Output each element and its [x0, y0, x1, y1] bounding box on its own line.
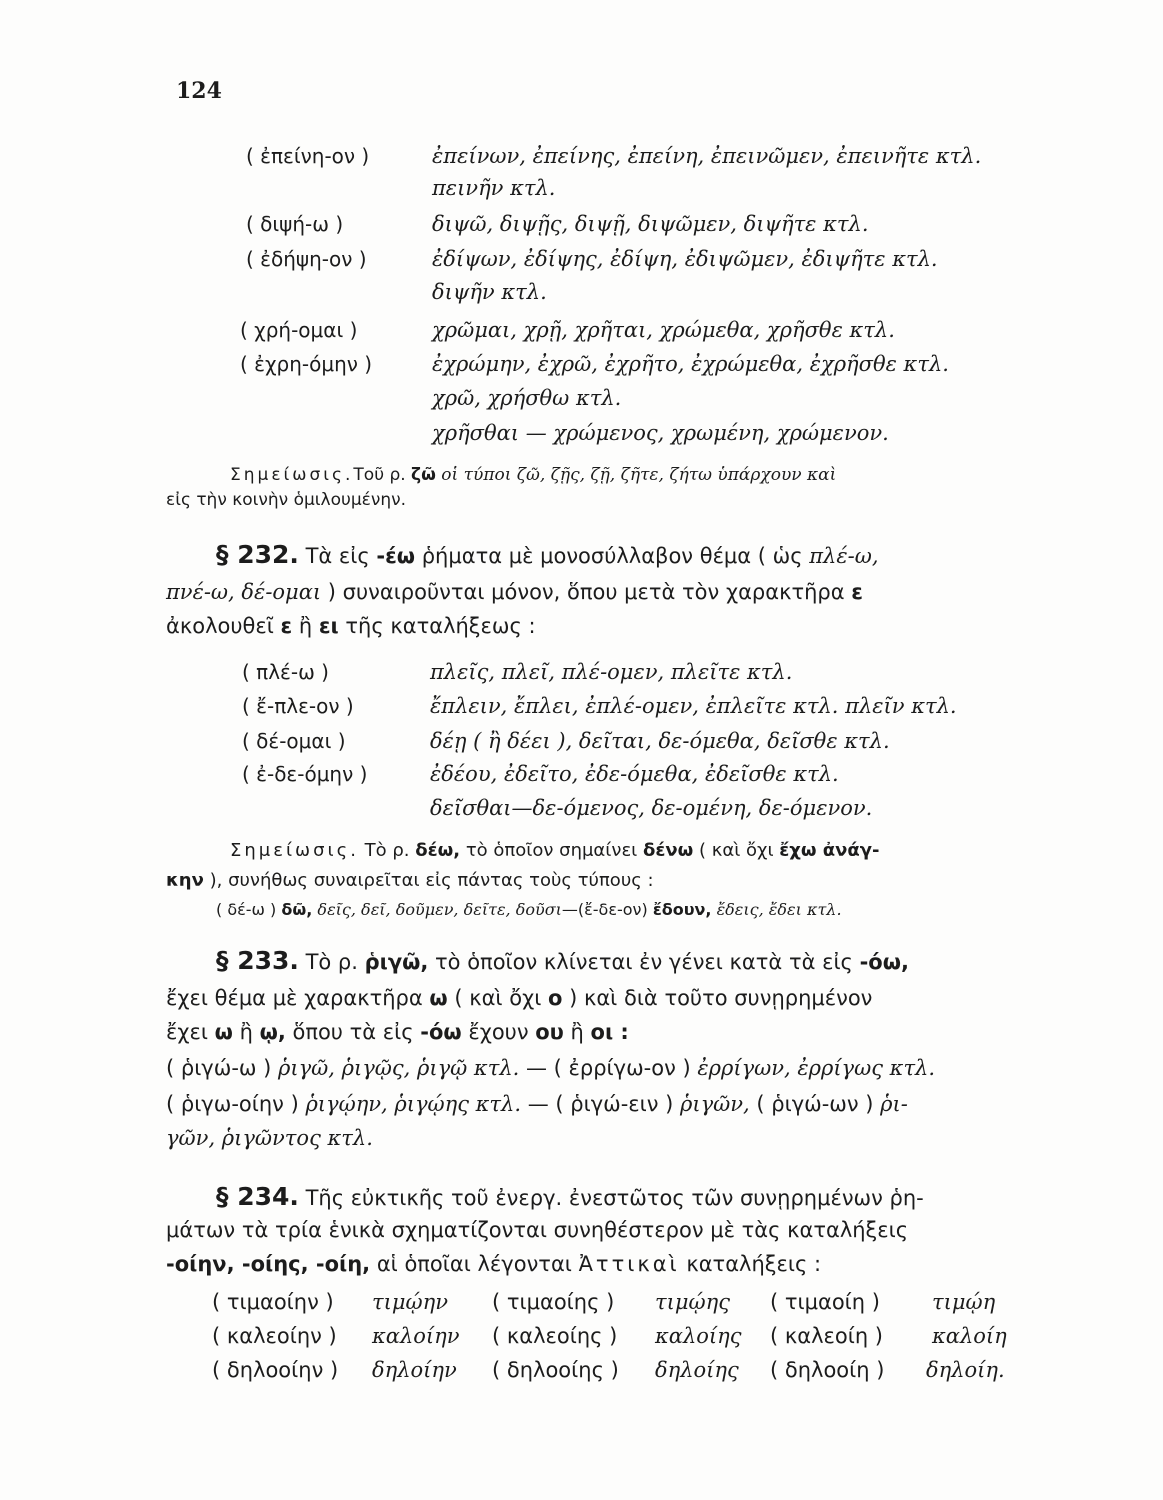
conj-forms: ἐδέου, ἐδεῖτο, ἐδε-όμεθα, ἐδεῖσθε κτλ.	[430, 762, 839, 786]
conj-forms: χρῶμαι, χρῇ, χρῆται, χρώμεθα, χρῆσθε κτλ.	[432, 318, 895, 342]
text: ) καὶ διὰ τοῦτο συνῃρημένον	[562, 986, 873, 1010]
bold: οι :	[590, 1020, 629, 1044]
bold: ῥιγῶ,	[364, 950, 429, 974]
conj-forms: διψῶ, διψῇς, διψῇ, διψῶμεν, διψῆτε κτλ.	[432, 212, 869, 236]
text: αἱ ὁποῖαι λέγονται	[370, 1252, 579, 1276]
text: τὸ ὁποῖον σημαίνει	[460, 840, 643, 861]
table-cell: δηλοίης	[655, 1358, 739, 1382]
table-cell: τιμῴη	[932, 1290, 996, 1314]
conj-forms: χρῆσθαι — χρώμενος, χρωμένη, χρώμενον.	[432, 421, 889, 445]
table-cell: ( τιμαοίης )	[492, 1290, 615, 1314]
text: ἢ	[292, 614, 319, 638]
text: ( ῥιγω-οίην )	[166, 1092, 306, 1116]
text: Τὰ εἰς	[298, 544, 377, 568]
bold: δῶ,	[281, 900, 313, 919]
conj-forms: ἐπείνων, ἐπείνης, ἐπείνη, ἐπεινῶμεν, ἐπεινῆτε κτλ.	[432, 144, 982, 168]
italic: δεῖς, δεῖ, δοῦμεν, δεῖτε, δοῦσι	[312, 900, 562, 919]
text: ῥήματα μὲ μονοσύλλαβον θέμα ( ὡς	[415, 544, 810, 568]
bold: ἔδουν,	[652, 900, 712, 919]
italic: πλέ-ω,	[809, 544, 879, 568]
bold: ἔχω ἀνάγ-	[779, 840, 880, 861]
conj-forms: ἐχρώμην, ἐχρῶ, ἐχρῆτο, ἐχρώμεθα, ἐχρῆσθε κτλ.	[432, 352, 949, 376]
conj-forms: πεινῆν κτλ.	[432, 176, 556, 200]
bold: ου	[535, 1020, 564, 1044]
conj-forms: διψῆν κτλ.	[432, 280, 547, 304]
italic: πνέ-ω, δέ-ομαι	[166, 580, 322, 604]
note-head: Σημείωσις.	[230, 465, 354, 485]
text: ), συνήθως συναιρεῖται εἰς πάντας τοὺς τύπους :	[203, 870, 654, 891]
italic: ῥιγῶ, ῥιγῷς, ῥιγῷ κτλ.	[278, 1056, 520, 1080]
conj-forms: ἔπλειν, ἔπλει, ἐπλέ-ομεν, ἐπλεῖτε κτλ. πλεῖν κτλ.	[430, 694, 957, 718]
conj-label: ( ἐδήψη-ον )	[246, 247, 367, 271]
section-number: § 232.	[216, 540, 299, 569]
table-cell: τιμῴην	[372, 1290, 448, 1314]
italic: ἐρρίγων, ἐρρίγως κτλ.	[697, 1056, 936, 1080]
conj-forms: δεῖσθαι—δε-όμενος, δε-ομένη, δε-όμενον.	[430, 796, 873, 820]
text: Τὸ ρ.	[298, 950, 365, 974]
bold: ῳ,	[259, 1020, 286, 1044]
table-cell: τιμῴης	[655, 1290, 730, 1314]
text: τῆς καταλήξεως :	[338, 614, 536, 638]
text: Τὸ ρ.	[358, 840, 416, 861]
text: ( καὶ ὄχι	[447, 986, 548, 1010]
text: ἀκολουθεῖ	[166, 614, 281, 638]
table-cell: καλοίης	[655, 1324, 742, 1348]
table-cell: ( καλεοίην )	[212, 1324, 337, 1348]
conj-label: ( ἐχρη-όμην )	[240, 352, 373, 376]
conj-label: ( διψή-ω )	[246, 212, 344, 236]
table-cell: ( δηλοοίη )	[770, 1358, 885, 1382]
text: — ( ἐρρίγω-ον )	[519, 1056, 698, 1080]
bold: δένω	[642, 840, 694, 861]
note-head: Σημείωσις.	[230, 840, 359, 861]
text: ἢ	[232, 1020, 260, 1044]
section-number: § 233.	[216, 946, 299, 975]
text: ὅπου τὰ εἰς	[285, 1020, 421, 1044]
text: ( ῥιγώ-ω )	[166, 1056, 279, 1080]
text: ἔχει	[166, 1020, 215, 1044]
note-text: εἰς τὴν κοινὴν ὁμιλουμένην.	[166, 490, 407, 510]
section-number: § 234.	[216, 1182, 299, 1211]
bold: ει	[318, 614, 339, 638]
italic: ῥιγῶν,	[680, 1092, 750, 1116]
bold: ω	[429, 986, 448, 1010]
text: ) συναιροῦνται μόνον, ὅπου μετὰ τὸν χαρακτῆρα	[321, 580, 852, 604]
bold: -όω,	[859, 950, 909, 974]
conj-label: ( ἐπείνη-ον )	[246, 144, 370, 168]
text: ἢ	[563, 1020, 591, 1044]
conj-label: ( χρή-ομαι )	[240, 318, 358, 342]
bold: κην	[166, 870, 204, 891]
text: Τῆς εὐκτικῆς τοῦ ἐνεργ. ἐνεστῶτος τῶν συνῃρημένων ῥη-	[298, 1186, 924, 1210]
text: — ( ῥιγώ-ειν )	[521, 1092, 681, 1116]
conj-label: ( ἐ-δε-όμην )	[242, 762, 368, 786]
bold: ο	[547, 986, 563, 1010]
note-forms: οἱ τύποι ζῶ, ζῇς, ζῇ, ζῆτε, ζήτω ὑπάρχουν καὶ	[435, 465, 837, 485]
conj-forms: δέῃ ( ἢ δέει ), δεῖται, δε-όμεθα, δεῖσθε κτλ.	[430, 729, 890, 753]
text: ἔχει θέμα μὲ χαρακτῆρα	[166, 986, 430, 1010]
bold: -όω	[420, 1020, 462, 1044]
conj-label: ( δέ-ομαι )	[242, 729, 346, 753]
text: —(ἔ-δε-ον)	[561, 900, 653, 919]
text: καταλήξεις :	[679, 1252, 822, 1276]
bold: ε	[280, 614, 293, 638]
text: τὸ ὁποῖον κλίνεται ἐν γένει κατὰ τὰ εἰς	[428, 950, 860, 974]
text: ( δέ-ω )	[216, 900, 282, 919]
conj-forms: ἐδίψων, ἐδίψης, ἐδίψη, ἐδιψῶμεν, ἐδιψῆτε κτλ.	[432, 247, 938, 271]
page-number: 124	[176, 78, 222, 104]
conj-forms: πλεῖς, πλεῖ, πλέ-ομεν, πλεῖτε κτλ.	[430, 660, 793, 684]
conj-label: ( πλέ-ω )	[242, 660, 329, 684]
note-text: Τοῦ ρ.	[353, 465, 412, 485]
table-cell: ( τιμαοίην )	[212, 1290, 334, 1314]
table-cell: ( δηλοοίης )	[492, 1358, 619, 1382]
italic: γῶν, ῥιγῶντος κτλ.	[166, 1126, 373, 1150]
text: μάτων τὰ τρία ἑνικὰ σχηματίζονται συνηθέστερον μὲ τὰς καταλήξεις	[166, 1218, 909, 1242]
bold: -έω	[376, 544, 416, 568]
note-bold: ζῶ	[411, 465, 436, 485]
italic: ἔδεις, ἔδει κτλ.	[711, 900, 842, 919]
table-cell: δηλοίην	[372, 1358, 457, 1382]
table-cell: ( καλεοίης )	[492, 1324, 618, 1348]
table-cell: ( καλεοίη )	[770, 1324, 883, 1348]
table-cell: καλοίην	[372, 1324, 460, 1348]
spaced-text: Ἀττικαὶ	[578, 1252, 680, 1276]
italic: ῥιγῴην, ῥιγῴης κτλ.	[305, 1092, 522, 1116]
text: ἔχουν	[461, 1020, 536, 1044]
table-cell: ( τιμαοίη )	[770, 1290, 880, 1314]
conj-forms: χρῶ, χρήσθω κτλ.	[432, 386, 622, 410]
italic: ῥι-	[880, 1092, 908, 1116]
conj-label: ( ἔ-πλε-ον )	[242, 694, 354, 718]
text: ( καὶ ὄχι	[693, 840, 780, 861]
table-cell: καλοίη	[932, 1324, 1007, 1348]
bold: δέω,	[415, 840, 461, 861]
bold: ω	[214, 1020, 233, 1044]
bold: ε	[851, 580, 863, 604]
table-cell: ( δηλοοίην )	[212, 1358, 339, 1382]
table-cell: δηλοίη.	[926, 1358, 1005, 1382]
text: ( ῥιγώ-ων )	[749, 1092, 881, 1116]
bold: -οίην, -οίης, -οίη,	[166, 1252, 371, 1276]
